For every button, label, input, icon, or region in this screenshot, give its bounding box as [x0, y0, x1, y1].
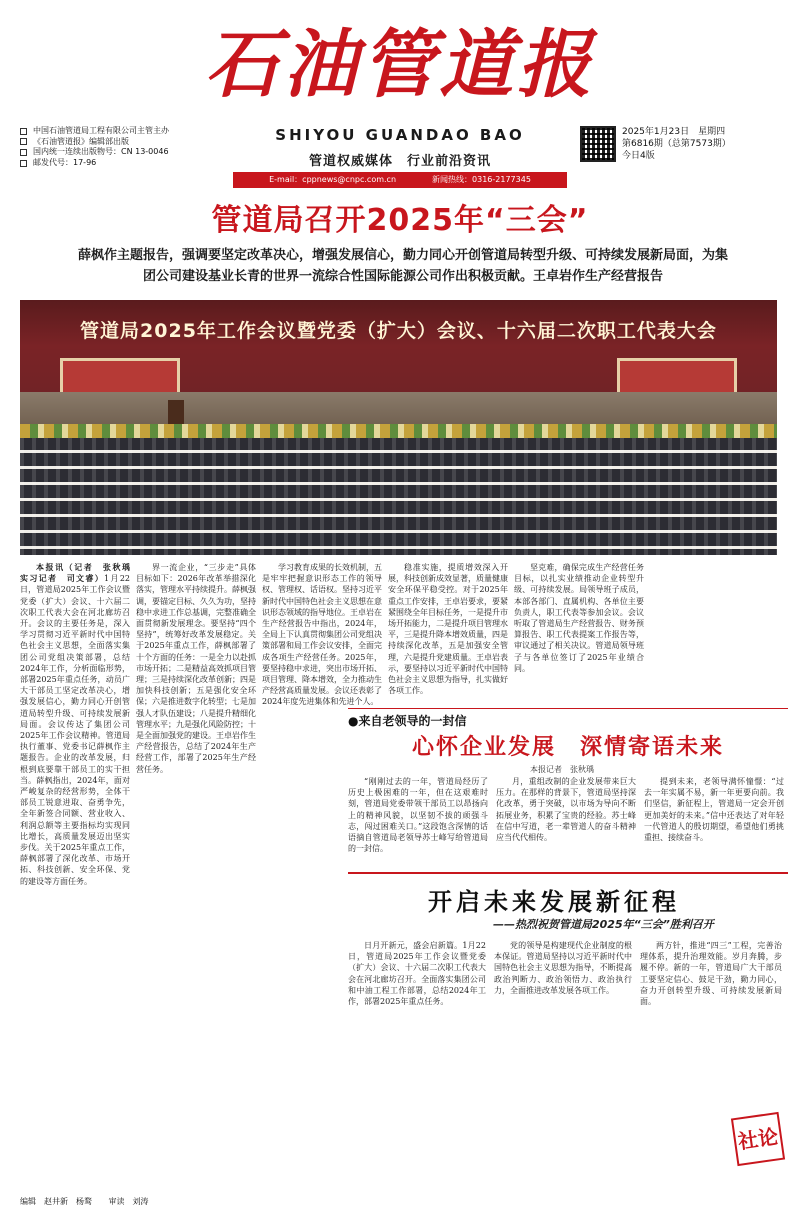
letter-text: “刚刚过去的一年，管道局经历了历史上极困难的一年，但在这艰难时刻，管道局党委带领干部员工以昂扬向上的精神风貌，以坚韧不拔的顽强斗志，闯过困难关口。”这段饱含深情的话语摘自管道局老领导苏士峰写给管道局的一封信。 — [348, 777, 488, 854]
comment-column-1 — [348, 940, 486, 1190]
comment-title: 开启未来发展新征程 — [428, 887, 680, 916]
page-count: 今日4版 — [622, 151, 655, 161]
newspaper-slogan: 管道权威媒体 行业前沿资讯 — [308, 154, 491, 169]
audience-seats — [20, 438, 777, 555]
article-text: 坚克难，确保完成生产经营任务目标，以扎实业绩推动企业转型升级、可持续发展。局领导班子成员，本部各部门、直属机构、各单位主要负责人，职工代表等参加会议。会议听取了管道局生产经营报告、财务预算报告、职工代表提案工作报告等，审议通过了相关决议。管道局领导班子与各单位签订了2025年业绩合同。 — [514, 563, 644, 673]
article-text: 学习教育成果的长效机制，五是牢牢把握意识形态工作的领导权、管理权、话语权。坚持习近平新时代中国特色社会主义思想在意识形态领域的指导地位。王卓岩在生产经营报告中指出，2024年，全局上下认真贯彻集团公司党组决策部署和局工作会议安排，全面完成各项生产经营任务。2025年，要坚持稳中求进，突出市场开拓、项目管理、降本增效，全力推动生产经营高质量发展。会议还表彰了2024年度先进集体和先进个人。 — [262, 563, 382, 707]
article-text: 1月22日，管道局2025年工作会议暨党委（扩大）会议、十六届二次职工代表大会在河北廊坊召开。会议的主要任务是，深入学习贯彻习近平新时代中国特色社会主义思想，全面落实集团公司党组决策部署，总结2024年工作，分析面临形势，部署2025年重点任务，动员广大干部员工坚定改革决心，增强发展信心，勤力同心开创管道局转型升级、可持续发展新局面。会议传达了集团公司2025年工作会议精神。管道局执行董事、党委书记薛枫作主题报告。企业的改革发展，归根到底要靠干部员工的实干担当。薛枫指出，2024年，面对严峻复杂的经营形势，全体干部员工锐意进取、奋勇争先，全年新签合同额、营业收入、利润总额等主要指标均实现同比增长，高质量发展迈出坚实步伐。关于2025年重点工作，薛枫部署了深化改革、市场开拓、科技创新、安全环保、党的建设等方面任务。 — [20, 574, 130, 886]
hotline-text: 新闻热线：0316-2177345 — [432, 175, 531, 184]
newspaper-pinyin: SHIYOU GUANDAO BAO — [275, 126, 525, 144]
comment-column-2 — [494, 940, 632, 1190]
info-line: 中国石油管道局工程有限公司主管主办 — [33, 126, 169, 135]
masthead — [0, 0, 800, 190]
newspaper-title: 石油管道报 — [205, 22, 595, 108]
letter-column-1 — [348, 776, 488, 868]
letter-tag: ●来自老领导的一封信 — [348, 714, 467, 728]
checkbox-icon — [20, 138, 27, 145]
qr-code-icon — [580, 126, 616, 162]
checkbox-icon — [20, 149, 27, 156]
comment-text: 两方针，推进“四三”工程，完善治理体系，提升治理效能。岁月奔腾，步履不停。新的一年，管道局广大干部员工要坚定信心、鼓足干劲，勤力同心，奋力开创转型升级、可持续发展新局面。 — [640, 941, 782, 1007]
meeting-photo — [20, 300, 777, 555]
comment-text: 日月开新元，盛会启新篇。1月22日，管道局2025年工作会议暨党委（扩大）会议、十六届二次职工代表大会在河北廊坊召开。全面落实集团公司和中油工程工作部署，总结2024年工作，部署2025年重点任务。 — [348, 941, 486, 1007]
photo-banner: 管道局2025年工作会议暨党委（扩大）会议、十六届二次职工代表大会 — [80, 320, 717, 342]
letter-text: 提到未来，老领导满怀憧憬：“过去一年实属不易，新一年更要向前。我们坚信，新征程上，管道局一定会开创更加美好的未来。”信中还表达了对年轻一代管道人的殷切期望，希望他们勇挑重担、接续奋斗。 — [644, 777, 784, 843]
issue-number: 第6816期（总第7573期） — [622, 139, 731, 149]
contact-bar — [233, 172, 567, 188]
editor-credit: 编辑 赵井新 杨鹜 — [20, 1197, 92, 1206]
checkbox-icon — [20, 160, 27, 167]
email-text: E-mail：cppnews@cnpc.com.cn — [269, 175, 397, 184]
stage-flowers — [20, 424, 777, 438]
checkbox-icon — [20, 128, 27, 135]
headline-subtitle: 薛枫作主题报告，强调要坚定改革决心，增强发展信心，勤力同心开创管道局转型升级、可持续发展新局面，为集团公司建设基业长青的世界一流综合性国际能源公司作出积极贡献。王卓岩作生产经营报告 — [78, 248, 729, 284]
info-line: 《石油管道报》编辑部出版 — [33, 136, 129, 146]
comment-subtitle: ——热烈祝贺管道局2025年“三会”胜利召开 — [493, 918, 714, 931]
article-column-1 — [20, 562, 138, 1190]
article-column-2 — [136, 562, 256, 1190]
editorial-stamp: 社论 — [731, 1112, 785, 1166]
letter-byline: 本报记者 张秋瑀 — [530, 765, 594, 774]
issue-date: 2025年1月23日 星期四 — [622, 127, 726, 137]
letter-title: 心怀企业发展 深情寄语未来 — [411, 735, 724, 760]
reviewer-credit: 审读 刘涛 — [108, 1197, 149, 1206]
article-byline: 本报讯（记者 张秋瑀 实习记者 司文睿） — [20, 563, 138, 584]
comment-text: 党的领导是构建现代企业制度的根本保证。管道局坚持以习近平新时代中国特色社会主义思想为指导，不断提高政治判断力、政治领悟力、政治执行力，全面推进改革发展各项工作。 — [494, 941, 632, 995]
article-column-4 — [388, 562, 508, 702]
article-text: 稳准实施，提质增效深入开展，科技创新成效显著，质量健康安全环保平稳受控。对于2025年重点工作安排，王卓岩要求，要紧紧围绕全年目标任务，一是提升市场开拓能力，二是提升项目管理水平，三是提升降本增效质量，四是持续深化改革，五是加强安全管理，六是提升党建质量。王卓岩表示，要坚持以习近平新时代中国特色社会主义思想为指导，扎实做好各项工作。 — [388, 563, 508, 696]
letter-column-3 — [644, 776, 784, 868]
article-column-5 — [514, 562, 644, 702]
article-column-3 — [262, 562, 382, 707]
issue-info — [622, 126, 731, 162]
letter-column-2 — [496, 776, 636, 868]
info-line: 邮发代号：17-96 — [33, 157, 97, 167]
article-text: 界一流企业，“三步走”具体目标如下：2026年改革举措深化落实，管理水平持续提升。薛枫强调，要锚定目标、久久为功，坚持稳中求进工作总基调，完整准确全面贯彻新发展理念。要坚持“四个坚持”，统筹好改革发展稳定。关于2025年重点工作，薛枫部署了十个方面的任务：一是全力以赴抓市场开拓；二是精益高效抓项目管理；三是持续深化改革创新；四是加快科技创新；五是强化安全环保；六是推进数字化转型；七是加强人才队伍建设；八是提升精细化管理水平；九是强化风险防控；十是全面加强党的建设。王卓岩作生产经营报告，总结了2024年生产经营工作，部署了2025年生产经营任务。 — [136, 563, 256, 774]
letter-text: 月，重组改制的企业发展带来巨大压力。在那样的背景下，管道局坚持深化改革，勇于突破，以市场为导向不断拓展业务，积累了宝贵的经验。苏士峰在信中写道，老一辈管道人的奋斗精神应当代代相传。 — [496, 777, 636, 843]
info-line: 国内统一连续出版物号：CN 13-0046 — [33, 147, 169, 157]
publication-info — [20, 126, 169, 168]
letter-divider — [348, 708, 788, 709]
comment-divider — [348, 872, 788, 874]
page-footer — [20, 1196, 163, 1207]
comment-column-3 — [640, 940, 782, 1110]
page-title: 管道局召开2025年“三会” — [211, 203, 589, 238]
